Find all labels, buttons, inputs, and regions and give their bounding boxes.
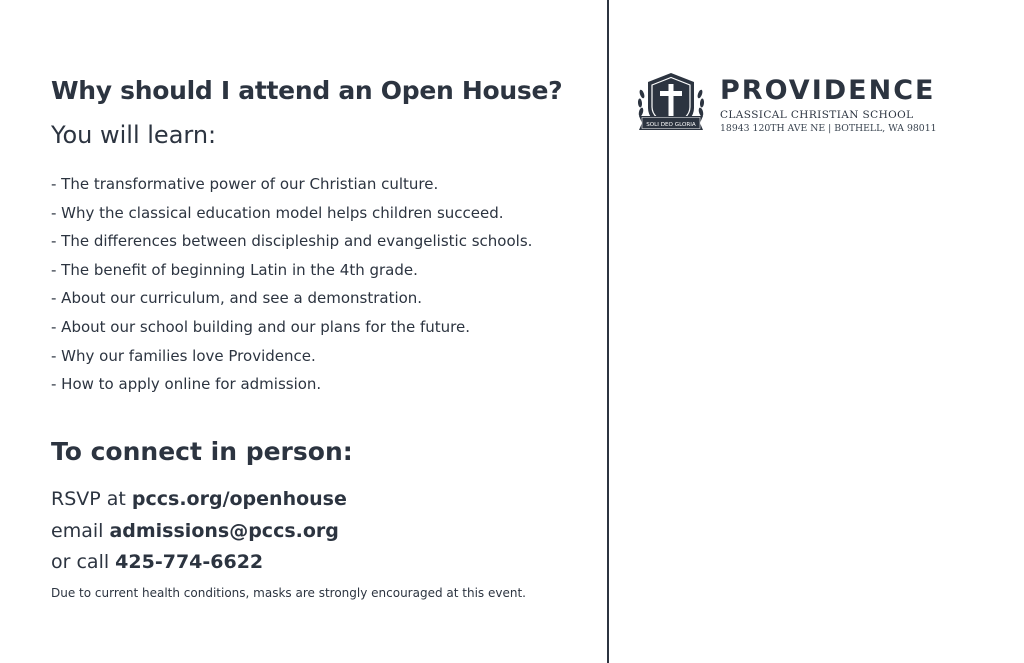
school-crest-icon: [636, 70, 706, 140]
connect-heading: To connect in person:: [51, 437, 353, 466]
email-line: [51, 516, 347, 548]
list-item: - How to apply online for admission.: [51, 375, 322, 394]
list-item: - Why the classical education model helps children succeed.: [51, 203, 504, 222]
panel-divider: [607, 0, 609, 663]
list-item: - The transformative power of our Christian culture.: [51, 175, 439, 193]
rsvp-prefix: RSVP at: [51, 488, 132, 510]
list-item: - About our school building and our plans for the future.: [51, 317, 470, 336]
phone-number[interactable]: 425-774-6622: [115, 551, 264, 573]
brand-name: PROVIDENCE: [720, 75, 936, 106]
list-item: - The differences between discipleship and evangelistic schools.: [51, 232, 533, 251]
health-note: Due to current health conditions, masks are strongly encouraged at this event.: [51, 586, 526, 600]
school-brand: [720, 76, 937, 134]
email-prefix: email: [51, 519, 110, 542]
motto-text: SOLI DEO GLORIA: [646, 121, 696, 128]
rsvp-line: [51, 484, 347, 516]
email-link[interactable]: admissions@pccs.org: [109, 519, 339, 542]
call-prefix: or call: [51, 551, 116, 573]
contact-block: [51, 484, 347, 579]
brand-subtitle: CLASSICAL CHRISTIAN SCHOOL: [720, 109, 914, 121]
list-item: - About our curriculum, and see a demonstration.: [51, 289, 423, 308]
phone-line: [51, 547, 347, 579]
brand-address: 18943 120TH AVE NE | BOTHELL, WA 98011: [720, 123, 937, 134]
page-title: Why should I attend an Open House?: [51, 76, 563, 105]
learn-list: [51, 170, 532, 399]
list-item: - Why our families love Providence.: [51, 346, 316, 365]
learn-subheading: You will learn:: [51, 121, 217, 149]
rsvp-link[interactable]: pccs.org/openhouse: [131, 488, 347, 510]
list-item: - The benefit of beginning Latin in the 4th grade.: [51, 260, 418, 279]
